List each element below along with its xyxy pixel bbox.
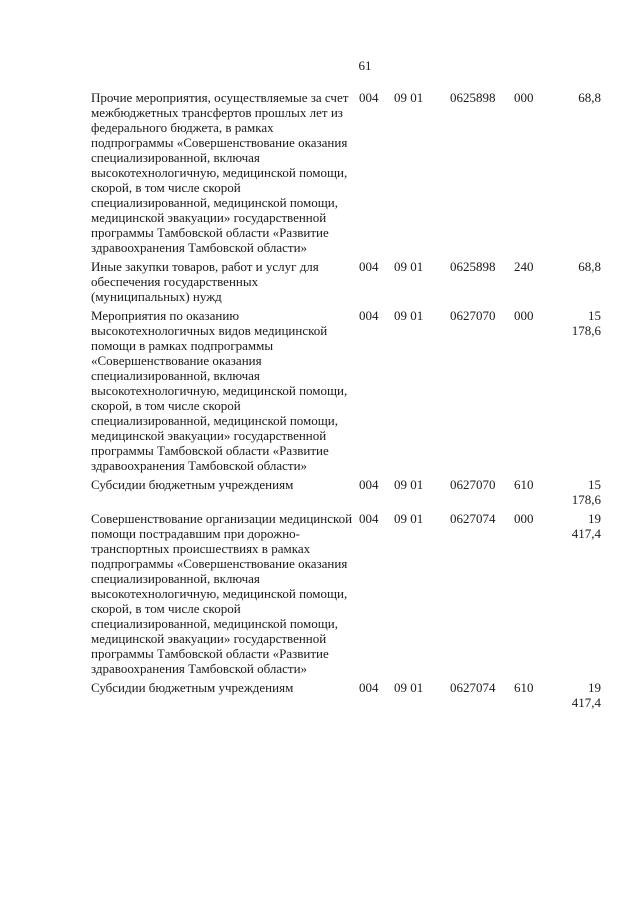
table-row: [91, 680, 601, 714]
section-code: 09 01: [394, 680, 424, 695]
expense-type-code: 000: [514, 308, 534, 323]
expense-name: Субсидии бюджетным учреждениям: [91, 477, 294, 492]
amount: 68,8: [578, 90, 601, 105]
expense-name: Иные закупки товаров, работ и услуг для обеспечения государственных (муниципальных) нужд: [91, 259, 319, 304]
table-row: [91, 259, 601, 308]
table-row: [91, 308, 601, 477]
target-item-code: 0627074: [450, 680, 496, 695]
page-number: 61: [358, 58, 372, 73]
target-item-code: 0625898: [450, 259, 496, 274]
table-row: [91, 90, 601, 259]
section-code: 09 01: [394, 477, 424, 492]
expense-type-code: 610: [514, 680, 534, 695]
expense-name: Мероприятия по оказанию высокотехнологичных видов медицинской помощи в рамках подпрограммы «Совершенствование оказания специализированной, включая высокотехнологичную, медицинской помощи, скорой, в том числе скорой специализированной, медицинской помощи, медицинской эвакуации» государственной программы Тамбовской области «Развитие здравоохранения Тамбовской области»: [91, 308, 348, 473]
amount: 68,8: [578, 259, 601, 274]
budget-table: [91, 90, 601, 714]
department-code: 004: [359, 511, 379, 526]
expense-name: Совершенствование организации медицинской помощи пострадавшим при дорожно-транспортных происшествиях в рамках подпрограммы «Совершенствование оказания специализированной, включая высокотехнологичную, медицинской помощи, скорой, в том числе скорой специализированной, медицинской помощи, медицинской эвакуации» государственной программы Тамбовской области «Развитие здравоохранения Тамбовской области»: [91, 511, 353, 676]
department-code: 004: [359, 90, 379, 105]
expense-type-code: 000: [514, 511, 534, 526]
department-code: 004: [359, 308, 379, 323]
table-row: [91, 477, 601, 511]
section-code: 09 01: [394, 511, 424, 526]
amount: 15 178,6: [571, 308, 601, 338]
expense-type-code: 000: [514, 90, 534, 105]
section-code: 09 01: [394, 259, 424, 274]
section-code: 09 01: [394, 308, 424, 323]
target-item-code: 0627074: [450, 511, 496, 526]
target-item-code: 0627070: [450, 308, 496, 323]
table-row: [91, 511, 601, 680]
amount: 19 417,4: [571, 511, 601, 541]
department-code: 004: [359, 477, 379, 492]
amount: 19 417,4: [571, 680, 601, 710]
expense-type-code: 240: [514, 259, 534, 274]
department-code: 004: [359, 259, 379, 274]
target-item-code: 0627070: [450, 477, 496, 492]
section-code: 09 01: [394, 90, 424, 105]
department-code: 004: [359, 680, 379, 695]
expense-name: Субсидии бюджетным учреждениям: [91, 680, 294, 695]
expense-type-code: 610: [514, 477, 534, 492]
amount: 15 178,6: [571, 477, 601, 507]
target-item-code: 0625898: [450, 90, 496, 105]
expense-name: Прочие мероприятия, осуществляемые за счет межбюджетных трансфертов прошлых лет из федерального бюджета, в рамках подпрограммы «Совершенствование оказания специализированной, включая высокотехнологичную, медицинской помощи, скорой, в том числе скорой специализированной, медицинской помощи, медицинской эвакуации» государственной программы Тамбовской области «Развитие здравоохранения Тамбовской области»: [91, 90, 349, 255]
